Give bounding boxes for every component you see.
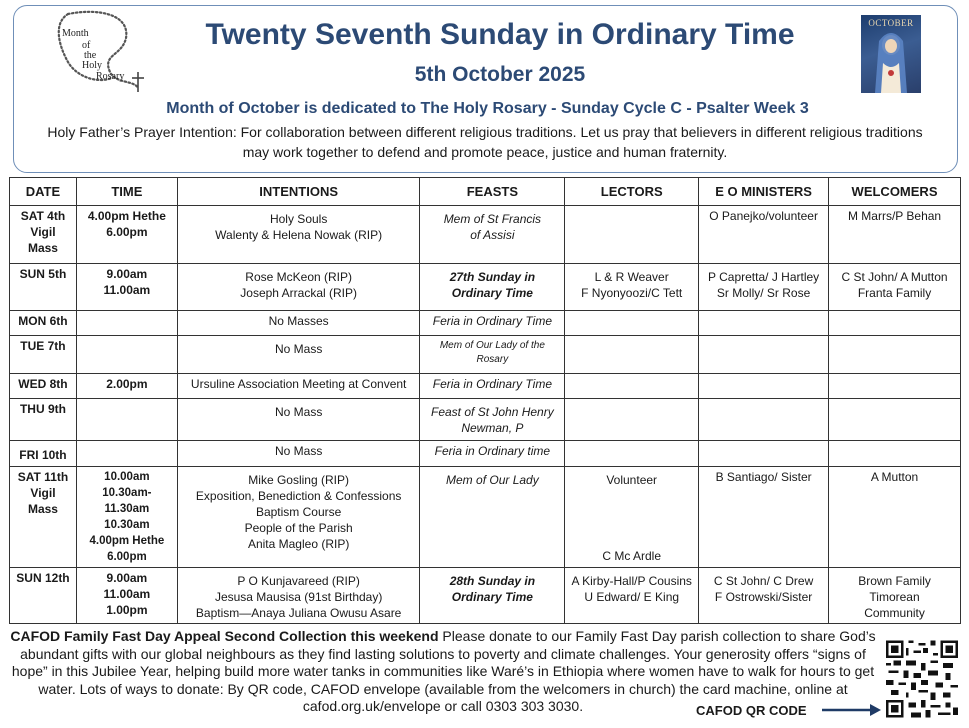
intention-line: Ursuline Association Meeting at Convent xyxy=(190,377,407,391)
welcomers-cell xyxy=(829,441,961,467)
minister-line: P Capretta/ J Hartley xyxy=(708,270,820,284)
logo-text-rosary: Rosary xyxy=(96,71,125,82)
time-line: 4.00pm Hethe xyxy=(87,209,166,223)
time-cell xyxy=(76,374,177,399)
welcomer-line: Community xyxy=(864,606,925,620)
time-line: 6.00pm xyxy=(106,225,148,239)
date-line: FRI 10th xyxy=(19,448,67,462)
ministers-cell xyxy=(699,336,829,374)
page-date: 5th October 2025 xyxy=(414,63,586,86)
feast-line: Feast of St John Henry xyxy=(431,405,554,419)
intention-line: Mike Gosling (RIP) xyxy=(248,473,349,487)
intention-line: Jesusa Mausisa (91st Birthday) xyxy=(214,590,383,604)
date-cell xyxy=(10,336,77,374)
time-line: 9.00am xyxy=(106,571,148,585)
column-header-intentions: INTENTIONS xyxy=(177,178,420,206)
time-cell xyxy=(76,311,177,336)
intentions-cell xyxy=(177,206,420,264)
feast-cell xyxy=(420,264,565,311)
date-line: THU 9th xyxy=(19,402,66,416)
cover-title: OCTOBER xyxy=(868,18,914,28)
table-row xyxy=(10,399,961,441)
feast-cell xyxy=(420,467,565,568)
lector-line: F Nyonyoozi/C Tett xyxy=(581,286,683,300)
logo-text-holy: Holy xyxy=(82,60,102,71)
time-cell xyxy=(76,399,177,441)
date-cell xyxy=(10,311,77,336)
ministers-cell xyxy=(699,441,829,467)
feast-line: Mem of St Francis xyxy=(443,212,542,226)
table-row xyxy=(10,264,961,311)
feast-cell xyxy=(420,311,565,336)
date-line: WED 8th xyxy=(18,377,68,391)
minister-line: B Santiago/ Sister xyxy=(715,470,812,484)
minister-line: C St John/ C Drew xyxy=(713,574,814,588)
feast-line: 27th Sunday in xyxy=(449,270,536,284)
column-header-time: TIME xyxy=(76,178,177,206)
lector-line: L & R Weaver xyxy=(594,270,669,284)
feast-line: Mem of Our Lady xyxy=(446,473,539,487)
time-cell xyxy=(76,264,177,311)
column-header-feasts: FEASTS xyxy=(420,178,565,206)
welcomers-cell xyxy=(829,206,961,264)
intention-line: Holy Souls xyxy=(269,212,328,226)
time-line: 10.00am xyxy=(104,471,150,483)
intention-line: Anita Magleo (RIP) xyxy=(247,537,350,551)
time-line: 9.00am xyxy=(106,267,148,281)
lector-line: Volunteer xyxy=(606,473,658,487)
intention-line: P O Kunjavareed (RIP) xyxy=(237,574,360,588)
column-header-lectors: LECTORS xyxy=(565,178,699,206)
feast-line: Mem of Our Lady of the xyxy=(439,340,545,351)
ministers-cell xyxy=(699,399,829,441)
time-line: 11.00am xyxy=(103,587,151,601)
date-line: Vigil xyxy=(30,486,56,500)
feast-line: Ordinary Time xyxy=(451,286,533,300)
intention-line: Baptism—Anaya Juliana Owusu Asare xyxy=(195,606,402,620)
welcomers-cell xyxy=(829,467,961,568)
table-row xyxy=(10,206,961,264)
intention-line: No Mass xyxy=(274,405,323,419)
appeal-heading: CAFOD Family Fast Day Appeal Second Collection this weekend xyxy=(10,628,439,644)
welcomers-cell xyxy=(829,264,961,311)
intentions-cell xyxy=(177,399,420,441)
time-cell xyxy=(76,467,177,568)
mass-schedule-table xyxy=(9,177,961,624)
intentions-cell xyxy=(177,568,420,624)
intention-line: Joseph Arrackal (RIP) xyxy=(240,286,357,300)
minister-line: Sr Molly/ Sr Rose xyxy=(716,286,811,300)
welcomers-cell xyxy=(829,336,961,374)
time-line: 1.00pm xyxy=(106,603,148,617)
welcomer-line: Brown Family xyxy=(858,574,931,588)
lectors-cell xyxy=(565,467,699,568)
intentions-cell xyxy=(177,311,420,336)
feast-cell xyxy=(420,441,565,467)
intentions-cell xyxy=(177,441,420,467)
intentions-cell xyxy=(177,374,420,399)
feast-cell xyxy=(420,206,565,264)
feast-cell xyxy=(420,568,565,624)
lectors-cell xyxy=(565,568,699,624)
feast-line: Feria in Ordinary Time xyxy=(432,377,552,391)
welcomers-cell xyxy=(829,568,961,624)
intentions-cell xyxy=(177,467,420,568)
welcomer-line: A Mutton xyxy=(870,470,919,484)
intentions-cell xyxy=(177,264,420,311)
time-line: 4.00pm Hethe xyxy=(89,535,165,547)
lectors-cell xyxy=(565,206,699,264)
ministers-cell xyxy=(699,311,829,336)
date-line: SAT 11th xyxy=(17,470,69,484)
table-row xyxy=(10,568,961,624)
prayer-intention: Holy Father’s Prayer Intention: For collaboration between different religious traditions. Let us pray that believers in different religious traditions may work together to defend and promote peace, justice and human fraternity. xyxy=(47,124,923,160)
table-row xyxy=(10,374,961,399)
ministers-cell xyxy=(699,374,829,399)
minister-line: O Panejko/volunteer xyxy=(709,209,818,223)
date-line: SUN 12th xyxy=(16,571,70,585)
welcomer-line: Timorean xyxy=(869,590,920,604)
date-line: SAT 4th xyxy=(20,209,66,223)
date-cell xyxy=(10,441,77,467)
feast-cell xyxy=(420,374,565,399)
minister-line: F Ostrowski/Sister xyxy=(714,590,813,604)
ministers-cell xyxy=(699,264,829,311)
time-line: 10.30am xyxy=(104,519,150,531)
welcomer-line: Franta Family xyxy=(857,286,932,300)
welcomer-line: C St John/ A Mutton xyxy=(841,270,948,284)
intention-line: Rose McKeon (RIP) xyxy=(245,270,352,284)
lectors-cell xyxy=(565,399,699,441)
welcomers-cell xyxy=(829,374,961,399)
arrow-right-icon xyxy=(820,703,882,717)
date-cell xyxy=(10,467,77,568)
ministers-cell xyxy=(699,206,829,264)
lector-line: A Kirby-Hall/P Cousins xyxy=(571,574,692,588)
table-row xyxy=(10,467,961,568)
feast-line: Feria in Ordinary Time xyxy=(432,314,552,328)
date-line: Mass xyxy=(27,241,58,255)
feast-line: Feria in Ordinary time xyxy=(434,444,551,458)
column-header-welcomers: WELCOMERS xyxy=(829,178,961,206)
appeal-text: Please donate to our Family Fast Day parish collection to share God’s abundant gifts with our global neighbours as they find lasting solutions to poverty and climate challenges. Your generosity offers “signs of hope” in this Jubilee Year, helping build more water tanks in communities like Waré’s in Ethiopia where women have to walk for hours to get water. Lots of ways to donate: By QR code, CAFOD envelope (available from the welcomers in church) the card machine, online at cafod.org.uk/envelope or call 0303 303 3030. xyxy=(11,628,876,714)
welcomers-cell xyxy=(829,311,961,336)
lector-line: U Edward/ E King xyxy=(584,590,680,604)
ministers-cell xyxy=(699,568,829,624)
welcomers-cell xyxy=(829,399,961,441)
date-line: TUE 7th xyxy=(20,339,66,353)
qr-code-label: CAFOD QR CODE xyxy=(696,703,807,718)
lectors-cell xyxy=(565,374,699,399)
month-dedication: Month of October is dedicated to The Holy Rosary - Sunday Cycle C - Psalter Week 3 xyxy=(166,100,809,117)
logo-text-month: Month xyxy=(62,28,89,39)
time-line: 10.30am-11.30am xyxy=(102,487,152,515)
time-cell xyxy=(76,568,177,624)
intentions-cell xyxy=(177,336,420,374)
intention-line: No Mass xyxy=(274,342,323,356)
intention-line: No Mass xyxy=(274,444,323,458)
lector-line: C Mc Ardle xyxy=(602,549,662,563)
table-row xyxy=(10,441,961,467)
logo-text-of: of xyxy=(82,40,91,51)
intention-line: Exposition, Benediction & Confessions xyxy=(195,489,402,503)
date-line: Mass xyxy=(27,502,58,516)
date-line: SUN 5th xyxy=(19,267,67,281)
intention-line: No Masses xyxy=(268,314,329,328)
cafod-qr-code[interactable] xyxy=(886,640,958,718)
logo-text-the: the xyxy=(84,50,97,61)
intention-line: People of the Parish xyxy=(244,521,353,535)
column-header-eo-ministers: E O MINISTERS xyxy=(699,178,829,206)
date-line: MON 6th xyxy=(18,314,68,328)
feast-line: Rosary xyxy=(476,354,509,365)
lectors-cell xyxy=(565,336,699,374)
feast-cell xyxy=(420,336,565,374)
time-line: 2.00pm xyxy=(106,377,148,391)
date-cell xyxy=(10,206,77,264)
lectors-cell xyxy=(565,311,699,336)
time-cell xyxy=(76,441,177,467)
date-cell xyxy=(10,399,77,441)
date-cell xyxy=(10,374,77,399)
intention-line: Walenty & Helena Nowak (RIP) xyxy=(215,228,383,242)
table-row xyxy=(10,311,961,336)
feast-cell xyxy=(420,399,565,441)
page-title: Twenty Seventh Sunday in Ordinary Time xyxy=(205,18,795,51)
date-line: Vigil xyxy=(30,225,56,239)
date-cell xyxy=(10,264,77,311)
feast-line: Ordinary Time xyxy=(451,590,533,604)
time-line: 6.00pm xyxy=(107,551,147,563)
time-cell xyxy=(76,336,177,374)
time-line: 11.00am xyxy=(103,283,151,297)
column-header-date: DATE xyxy=(10,178,77,206)
feast-line: 28th Sunday in xyxy=(449,574,536,588)
intention-line: Baptism Course xyxy=(255,505,342,519)
welcomer-line: M Marrs/P Behan xyxy=(847,209,942,223)
time-cell xyxy=(76,206,177,264)
ministers-cell xyxy=(699,467,829,568)
table-header-row xyxy=(10,178,961,206)
table-row xyxy=(10,336,961,374)
feast-line: of Assisi xyxy=(470,228,515,242)
feast-line: Newman, P xyxy=(461,421,524,435)
date-cell xyxy=(10,568,77,624)
lectors-cell xyxy=(565,264,699,311)
lectors-cell xyxy=(565,441,699,467)
